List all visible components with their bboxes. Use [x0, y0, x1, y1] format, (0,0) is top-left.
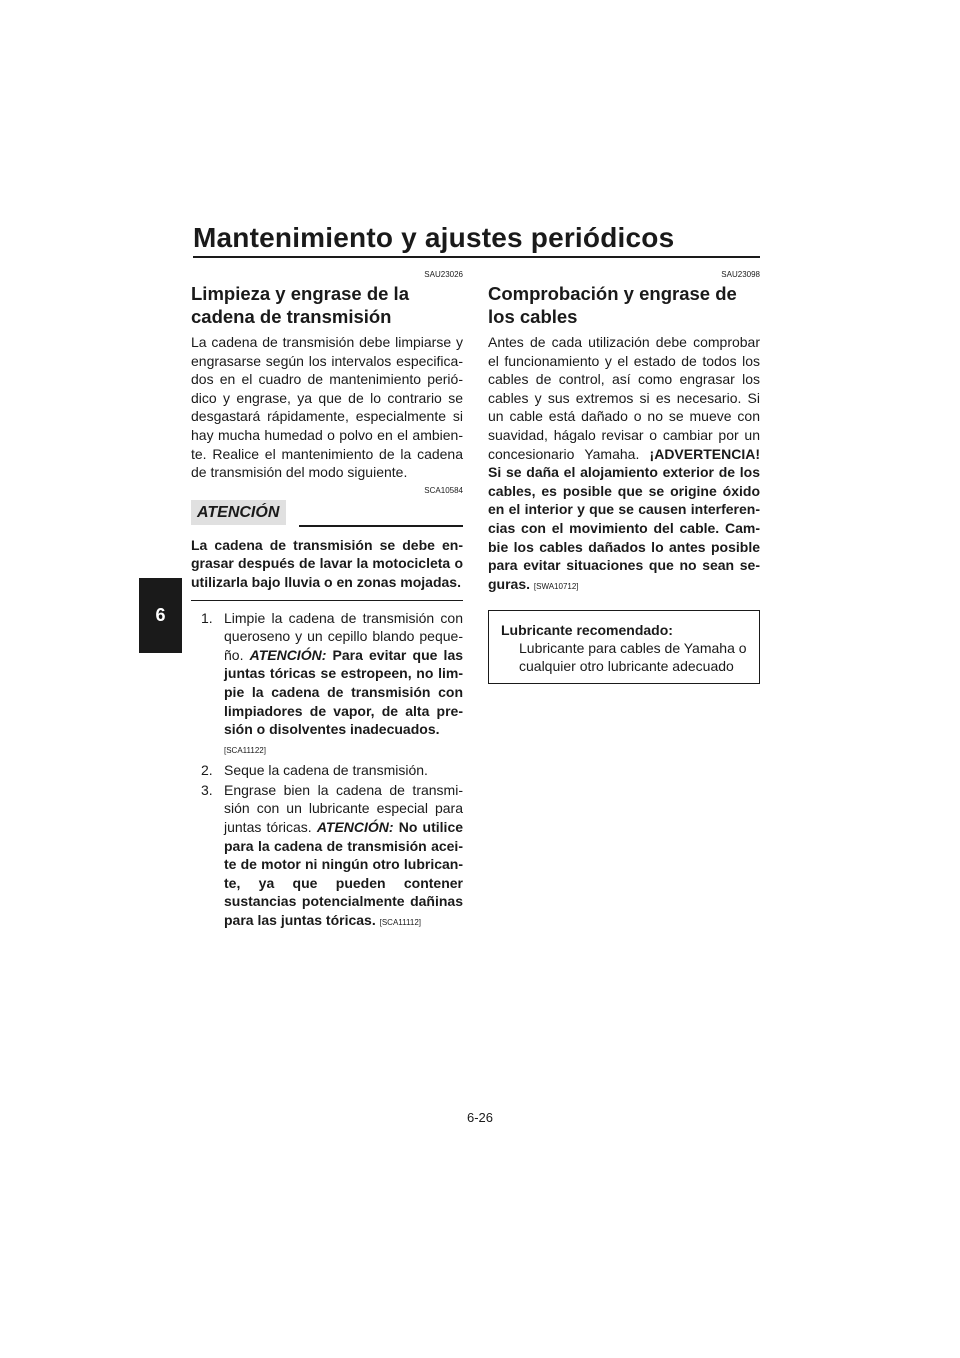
list-item: 1. Limpie la cadena de transmisión con queroseno y un cepillo blando pequeño. ATENCIÓN: Para evitar que las juntas tóricas se estropeen, no limpie la cadena de transmisión con limpiadores de vapor, de alta presión o disolventes inadecuados. [SCA11122] — [201, 609, 464, 755]
notice-header — [191, 500, 463, 526]
notice-text: La cadena de transmisión se debe engrasar después de lavar la motocicleta o utilizarla bajo lluvia o en zonas mojadas. — [191, 536, 463, 590]
attention-text: Para evitar que las juntas tóricas se estropeen, no limpie la cadena de transmisión con limpiadores de vapor, de alta presión o disolventes inadecuados. — [224, 646, 464, 738]
notice-label: ATENCIÓN — [191, 500, 286, 525]
reference-code: [SCA11122] — [224, 745, 266, 755]
chapter-tab: 6 — [139, 578, 182, 653]
right-column — [488, 270, 760, 684]
lubricant-value: Lubricante para cables de Yamaha o cualquier otro lubricante adecuado — [519, 640, 747, 675]
page-number: 6-26 — [466, 1110, 494, 1125]
chain-steps-list — [191, 609, 463, 933]
chain-intro-paragraph: La cadena de transmisión debe limpiarse y engrasarse según los intervalos especificados en el cuadro de mantenimiento periódico y engrase, ya que de lo contrario se desgastará rápidamente, especialmente si hay mucha humedad o polvo en el ambiente. Realice el mantenimiento de la cadena de transmisión del modo siguiente. — [191, 334, 463, 481]
section-heading-chain: Limpieza y engrase de la cadena de transmisión — [191, 283, 409, 327]
recommended-lubricant-box — [488, 610, 760, 684]
attention-text: No utilice para la cadena de transmisión aceite de motor ni ningún otro lubricante, ya que pueden contener sustancias potencialmente dañinas para las juntas tóricas. — [224, 819, 464, 929]
section-heading-cables: Comprobación y engrase de los cables — [488, 283, 737, 327]
reference-code: [SWA10712] — [533, 581, 579, 591]
notice-bottom-rule — [191, 600, 463, 601]
page-header-title: Mantenimiento y ajustes periódicos — [193, 222, 675, 253]
attention-label: ATENCIÓN: — [249, 646, 327, 663]
lubricant-title: Lubricante recomendado: — [501, 622, 673, 639]
section-code: SAU23098 — [721, 270, 760, 279]
attention-label: ATENCIÓN: — [316, 819, 394, 836]
warning-text: ¡ADVERTENCIA! Si se daña el alojamiento exterior de los cables, es posible que se origine óxido en el interior y que se causen interferencias con el movimiento del cable. Cambie los cables dañados lo antes posible para evitar situaciones que no sean seguras. — [488, 445, 760, 592]
reference-code: [SCA11112] — [379, 918, 421, 928]
section-code: SAU23026 — [424, 270, 463, 279]
list-item: 3. Engrase bien la cadena de transmisión con un lubricante especial para juntas tóricas. ATENCIÓN: No utilice para la cadena de transmisión aceite de motor ni ningún otro lubricante, ya que pueden contener sustancias potencialmente dañinas para las juntas tóricas. [SCA11112] — [201, 781, 464, 929]
left-column — [191, 270, 463, 934]
list-item: 2. Seque la cadena de transmisión. — [201, 762, 428, 779]
notice-rule — [299, 525, 463, 527]
cables-paragraph: Antes de cada utilización debe comprobar el funcionamiento y el estado de todos los cables de control, así como engrasar los cables y sus extremos si es necesario. Si un cable está dañado o no se mueve con suavidad, hágalo revisar o cambiar por un concesionario Yamaha. ¡ADVERTENCIA! Si se daña el alojamiento exterior de los cables, es posible que se origine óxido en el interior y que se causen interferencias con el movimiento del cable. Cambie los cables dañados lo antes posible para evitar situaciones que no sean seguras. [SWA10712] — [488, 334, 760, 592]
header-rule — [193, 256, 760, 258]
notice-code: SCA10584 — [424, 485, 463, 495]
